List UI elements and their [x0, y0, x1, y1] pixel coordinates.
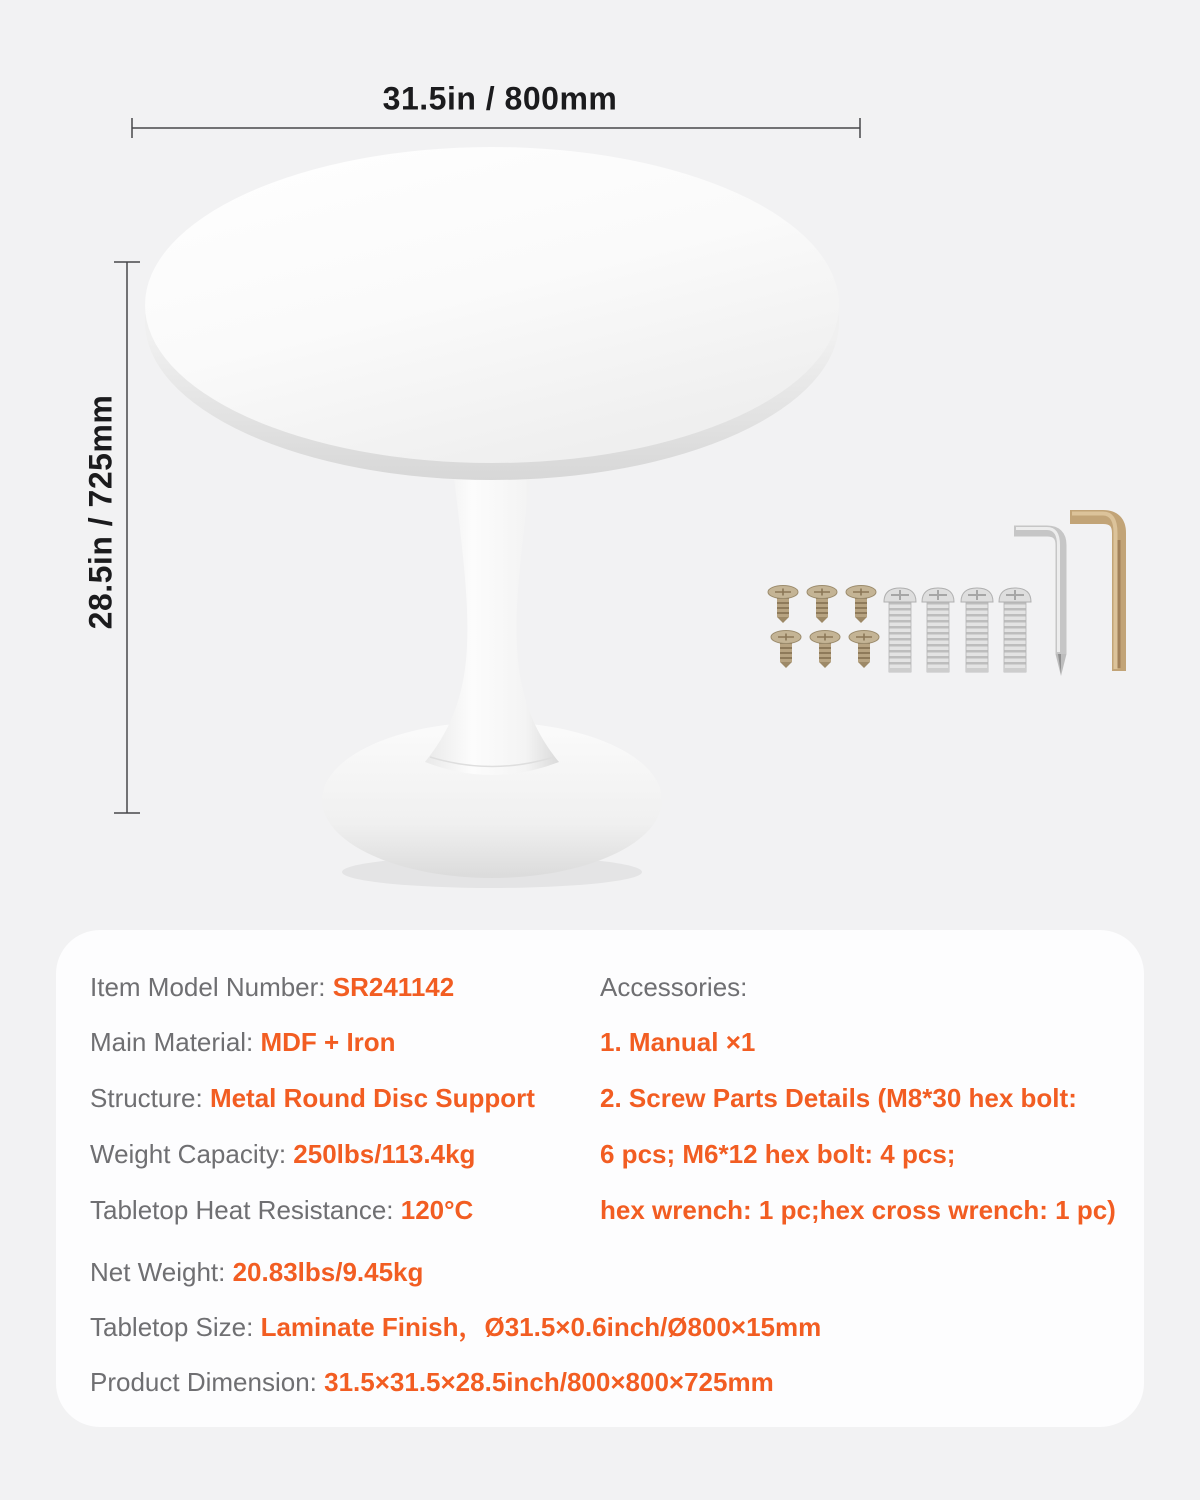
spec-row-model-number	[90, 974, 454, 1000]
bolt-icon	[922, 588, 954, 672]
spec-row-product-dimension	[90, 1369, 774, 1395]
spec-value: 20.83lbs/9.45kg	[232, 1257, 424, 1287]
accessories-line: hex wrench: 1 pc;hex cross wrench: 1 pc)	[600, 1195, 1116, 1225]
width-dimension-label: 31.5in / 800mm	[382, 80, 618, 117]
spec-value: 120°C	[400, 1195, 474, 1225]
table-illustration	[145, 147, 839, 888]
spec-value: 31.5×31.5×28.5inch/800×800×725mm	[324, 1367, 774, 1397]
spec-card	[56, 930, 1144, 1427]
screw-icon	[771, 631, 801, 669]
screw-icon	[807, 586, 837, 624]
spec-row-net-weight	[90, 1259, 423, 1285]
spec-label: Tabletop Size:	[90, 1312, 261, 1342]
screw-icon	[810, 631, 840, 669]
hardware-kit	[768, 514, 1119, 677]
width-dimension-line	[132, 118, 860, 138]
spec-value: SR241142	[332, 972, 455, 1002]
bolt-icon	[999, 588, 1031, 672]
spec-label: Main Material:	[90, 1027, 261, 1057]
spec-value: Laminate Finish，Ø31.5×0.6inch/Ø800×15mm	[260, 1312, 822, 1342]
spec-value: Metal Round Disc Support	[209, 1083, 535, 1113]
spec-row-main-material	[90, 1029, 396, 1055]
spec-label: Tabletop Heat Resistance:	[90, 1195, 401, 1225]
spec-value: 250lbs/113.4kg	[293, 1139, 476, 1169]
spec-row-heat-resistance	[90, 1197, 473, 1223]
spec-value: MDF + Iron	[260, 1027, 396, 1057]
accessories-title: Accessories:	[600, 972, 748, 1002]
accessories-line: 2. Screw Parts Details (M8*30 hex bolt:	[600, 1083, 1077, 1113]
spec-row-weight-capacity	[90, 1141, 475, 1167]
spec-row-tabletop-size	[90, 1314, 821, 1340]
screw-icon	[846, 586, 876, 624]
bolt-icon	[961, 588, 993, 672]
accessories-line: 1. Manual ×1	[600, 1027, 756, 1057]
spec-label: Structure:	[90, 1083, 210, 1113]
spec-label: Net Weight:	[90, 1257, 233, 1287]
hex-wrench-icon	[1070, 514, 1119, 672]
spec-label: Weight Capacity:	[90, 1139, 294, 1169]
accessories-line: 6 pcs; M6*12 hex bolt: 4 pcs;	[600, 1139, 956, 1169]
spec-label: Item Model Number:	[90, 972, 333, 1002]
screw-icon	[768, 586, 798, 624]
spec-row-structure	[90, 1085, 535, 1111]
spec-label: Product Dimension:	[90, 1367, 325, 1397]
height-dimension-label: 28.5in / 725mm	[82, 394, 119, 630]
bolt-icon	[884, 588, 916, 672]
screw-icon	[849, 631, 879, 669]
